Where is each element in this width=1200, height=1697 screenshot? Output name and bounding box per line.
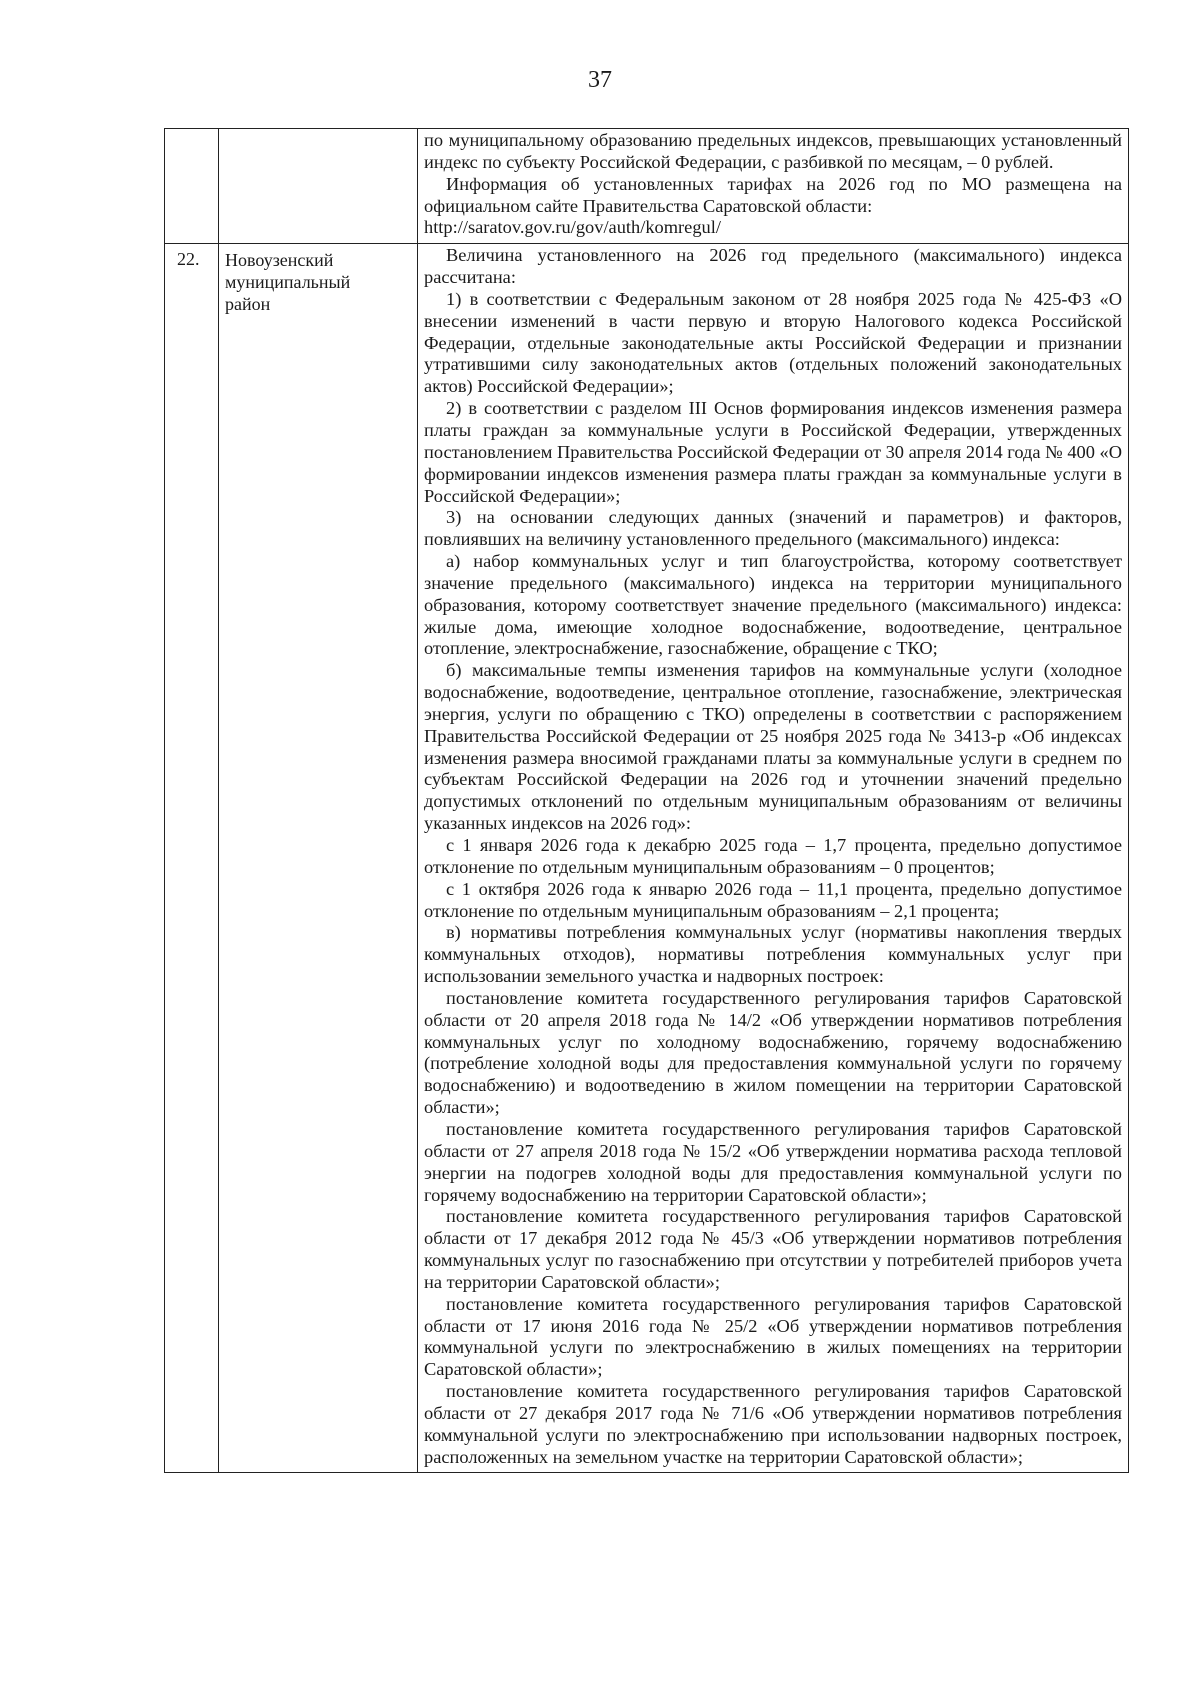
paragraph: постановление комитета государственного регулирования тарифов Саратовской области от 27 апреля 2018 года № 15/2 «Об утверждении норматива расхода тепловой энергии на подогрев холодной воды для предоставления коммунальной услуги по горячему водоснабжению на территории Саратовской области»; [424,1118,1122,1205]
municipality-cell [219,244,418,1473]
paragraph: 3) на основании следующих данных (значений и параметров) и факторов, повлиявших на величину установленного предельного (максимального) индекса: [424,507,1122,550]
description-cell [418,244,1129,1473]
paragraph: Информация об установленных тарифах на 2026 год по МО размещена на официальном сайте Правительства Саратовской области: [424,173,1122,216]
description-cell [418,129,1129,244]
municipality-name-line: муниципальный [225,272,351,293]
paragraph: а) набор коммунальных услуг и тип благоустройства, которому соответствует значение предельного (максимального) индекса на территории муниципального образования, которому соответствует значение предельного (максимального) индекса: жилые дома, имеющие холодное водоснабжение, водоотведение, центральное отопление, электроснабжение, газоснабжение, обращение с ТКО; [424,551,1122,659]
paragraph: с 1 января 2026 года к декабрю 2025 года – 1,7 процента, предельно допустимое отклонение по отдельным муниципальным образованиям – 0 процентов; [424,835,1122,877]
table-row-22 [165,244,1129,1473]
municipality-cell [219,129,418,244]
paragraph: в) нормативы потребления коммунальных услуг (нормативы накопления твердых коммунальных отходов), нормативы потребления коммунальных услуг при использовании земельного участка и надворных построек: [424,922,1122,987]
municipality-name-line: Новоузенский [225,250,334,271]
paragraph: постановление комитета государственного регулирования тарифов Саратовской области от 17 июня 2016 года № 25/2 «Об утверждении нормативов потребления коммунальной услуги по электроснабжению в жилых помещениях на территории Саратовской области»; [424,1293,1122,1380]
paragraph: Величина установленного на 2026 год предельного (максимального) индекса рассчитана: [424,245,1122,288]
page-number: 37 [588,67,612,93]
municipality-name-line: район [225,294,271,315]
website-url: http://saratov.gov.ru/gov/auth/komregul/ [424,217,721,238]
paragraph: постановление комитета государственного регулирования тарифов Саратовской области от 27 декабря 2017 года № 71/6 «Об утверждении нормативов потребления коммунальной услуги по электроснабжению при использовании надворных построек, расположенных на земельном участке на территории Саратовской области»; [424,1381,1122,1467]
paragraph: 1) в соответствии с Федеральным законом от 28 ноября 2025 года № 425-ФЗ «О внесении изменений в части первую и вторую Налогового кодекса Российской Федерации, отдельные законодательные акты Российской Федерации и признании утратившими силу законодательных актов (отдельных положений законодательных актов) Российской Федерации»; [424,288,1122,397]
row-number: 22. [177,249,200,270]
content-table [164,128,1129,1473]
paragraph: 2) в соответствии с разделом III Основ формирования индексов изменения размера платы граждан за коммунальные услуги в Российской Федерации, утвержденных постановлением Правительства Российской Федерации от 30 апреля 2014 года № 400 «О формировании индексов изменения размера платы граждан за коммунальные услуги в Российской Федерации»; [424,398,1122,506]
row-number-cell [165,129,219,244]
paragraph: постановление комитета государственного регулирования тарифов Саратовской области от 20 апреля 2018 года № 14/2 «Об утверждении нормативов потребления коммунальных услуг по холодному водоснабжению, горячему водоснабжению (потребление холодной воды для предоставления коммунальной услуги по горячему водоснабжению) и водоотведению в жилом помещении на территории Саратовской области»; [424,987,1122,1118]
table-row-continuation [165,129,1129,244]
paragraph: б) максимальные темпы изменения тарифов на коммунальные услуги (холодное водоснабжение, водоотведение, центральное отопление, газоснабжение, электрическая энергия, услуги по обращению с ТКО) определены в соответствии с распоряжением Правительства Российской Федерации от 25 ноября 2025 года № 3413-р «Об индексах изменения размера вносимой гражданами платы за коммунальные услуги в среднем по субъектам Российской Федерации на 2026 год и уточнении значений предельно допустимых отклонений по отдельным муниципальным образованиям от величины указанных индексов на 2026 год»: [424,660,1122,834]
paragraph: постановление комитета государственного регулирования тарифов Саратовской области от 17 декабря 2012 года № 45/3 «Об утверждении нормативов потребления коммунальных услуг по газоснабжению при отсутствии у потребителей приборов учета на территории Саратовской области»; [424,1206,1122,1292]
row-number-cell [165,244,219,1473]
paragraph: по муниципальному образованию предельных индексов, превышающих установленный индекс по субъекту Российской Федерации, с разбивкой по месяцам, – 0 рублей. [424,130,1122,172]
paragraph: с 1 октября 2026 года к январю 2026 года – 11,1 процента, предельно допустимое отклонение по отдельным муниципальным образованиям – 2,1 процента; [424,878,1122,921]
